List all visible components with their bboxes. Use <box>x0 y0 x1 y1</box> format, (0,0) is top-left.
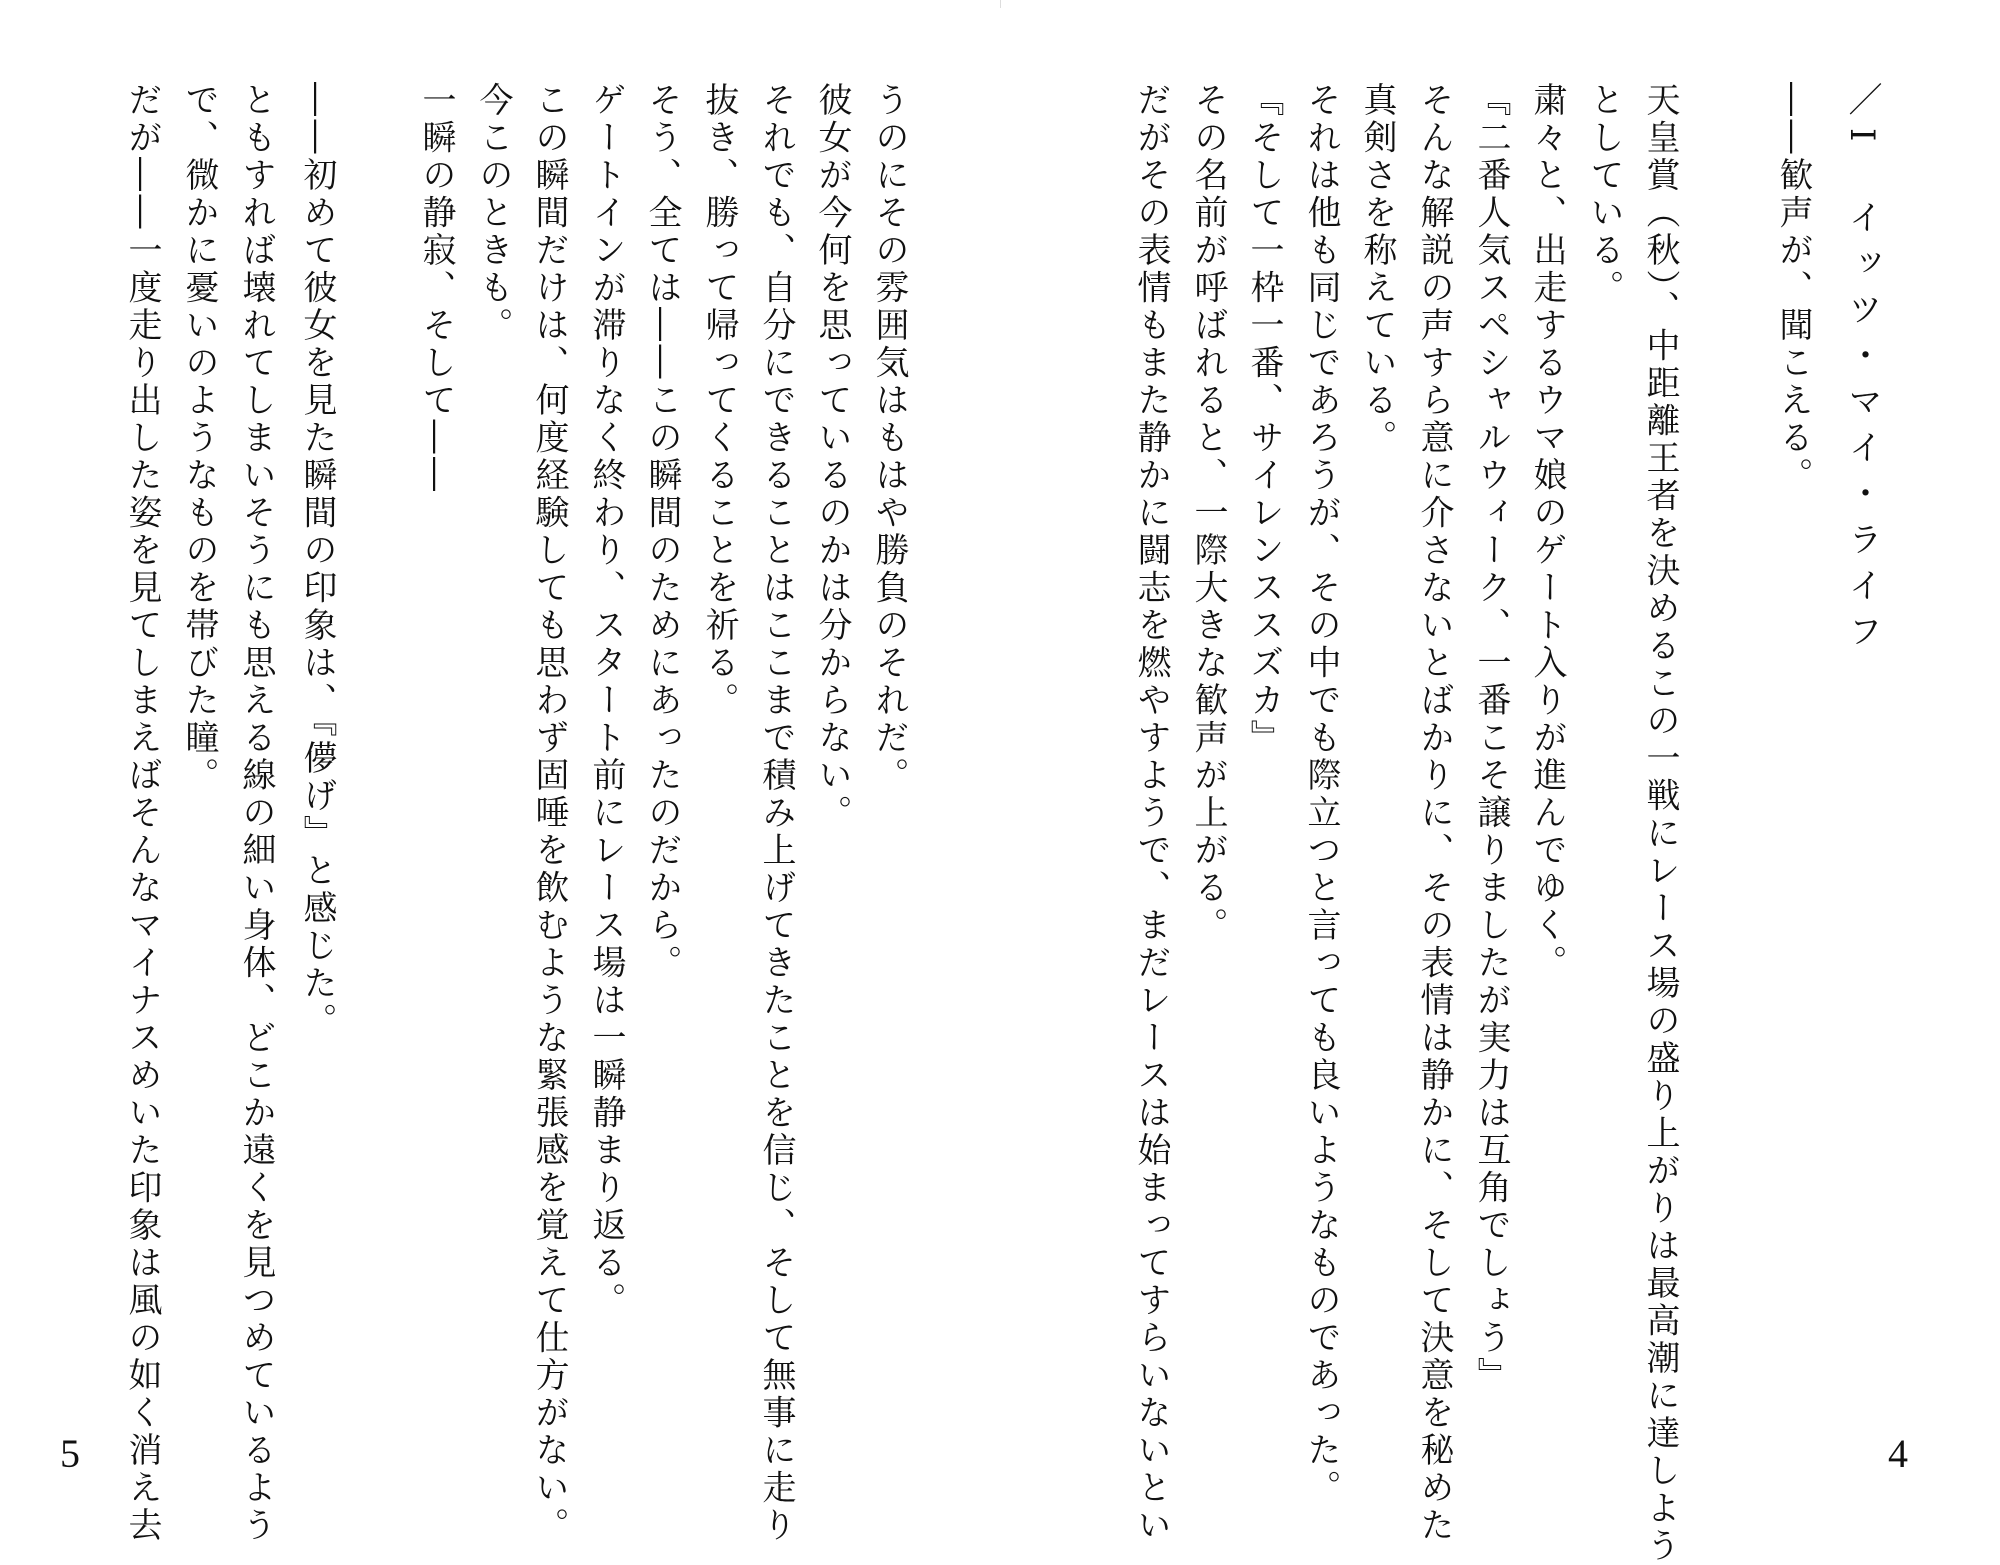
text-line: 抜き、勝って帰ってくることを祈る。 <box>699 82 739 720</box>
text-line: としている。 <box>1584 82 1624 307</box>
page-number: 4 <box>1888 1431 1908 1476</box>
text-line: ともすれば壊れてしまいそうにも思える線の細い身体、どこか遠くを見つめているよう <box>236 82 276 1545</box>
text-line: 彼女が今何を思っているのかは分からない。 <box>812 82 852 832</box>
text-line: うのにその雰囲気はもはや勝負のそれだ。 <box>869 82 909 795</box>
text-line: それでも、自分にできることはここまで積み上げてきたことを信じ、そして無事に走り <box>756 82 796 1545</box>
text-line: だがその表情もまた静かに闘志を燃やすようで、まだレースは始まってすらいないとい <box>1131 82 1171 1545</box>
text-line: 粛々と、出走するウマ娘のゲート入りが進んでゆく。 <box>1527 82 1567 982</box>
text-line: ――初めて彼女を見た瞬間の印象は、『儚げ』と感じた。 <box>297 82 337 1040</box>
text-line: ――歓声が、聞こえる。 <box>1773 82 1813 495</box>
text-line: そんな解説の声すら意に介さないとばかりに、その表情は静かに、そして決意を秘めた <box>1414 82 1454 1545</box>
page-right <box>1000 0 2000 1565</box>
text-line: 真剣さを称えている。 <box>1357 82 1397 457</box>
text-line: それは他も同じであろうが、その中でも際立つと言っても良いようなものであった。 <box>1301 82 1341 1507</box>
page-left <box>0 0 1000 1545</box>
text-line: だが――一度走り出した姿を見てしまえばそんなマイナスめいた印象は風の如く消え去 <box>122 82 162 1545</box>
text-line: 今このときも。 <box>473 82 513 345</box>
text-line: 天皇賞（秋）、中距離王者を決めるこの一戦にレース場の盛り上がりは最高潮に達しよう <box>1640 82 1680 1565</box>
text-line: ゲートインが滞りなく終わり、スタート前にレース場は一瞬静まり返る。 <box>586 82 626 1320</box>
text-line: この瞬間だけは、何度経験しても思わず固唾を飲むような緊張感を覚えて仕方がない。 <box>529 82 569 1545</box>
text-line: そう、全ては――この瞬間のためにあったのだから。 <box>642 82 682 982</box>
text-line: 『そして一枠一番、サイレンススズカ』 <box>1244 82 1284 757</box>
chapter-title: ／I イッツ・マイ・ライフ <box>1842 82 1882 660</box>
text-line: 『二番人気スペシャルウィーク、一番こそ譲りましたが実力は互角でしょう』 <box>1471 82 1511 1395</box>
page-number: 5 <box>60 1431 80 1476</box>
text-line: その名前が呼ばれると、一際大きな歓声が上がる。 <box>1188 82 1228 945</box>
text-line: で、微かに憂いのようなものを帯びた瞳。 <box>179 82 219 795</box>
text-line: 一瞬の静寂、そして―― <box>416 82 456 495</box>
